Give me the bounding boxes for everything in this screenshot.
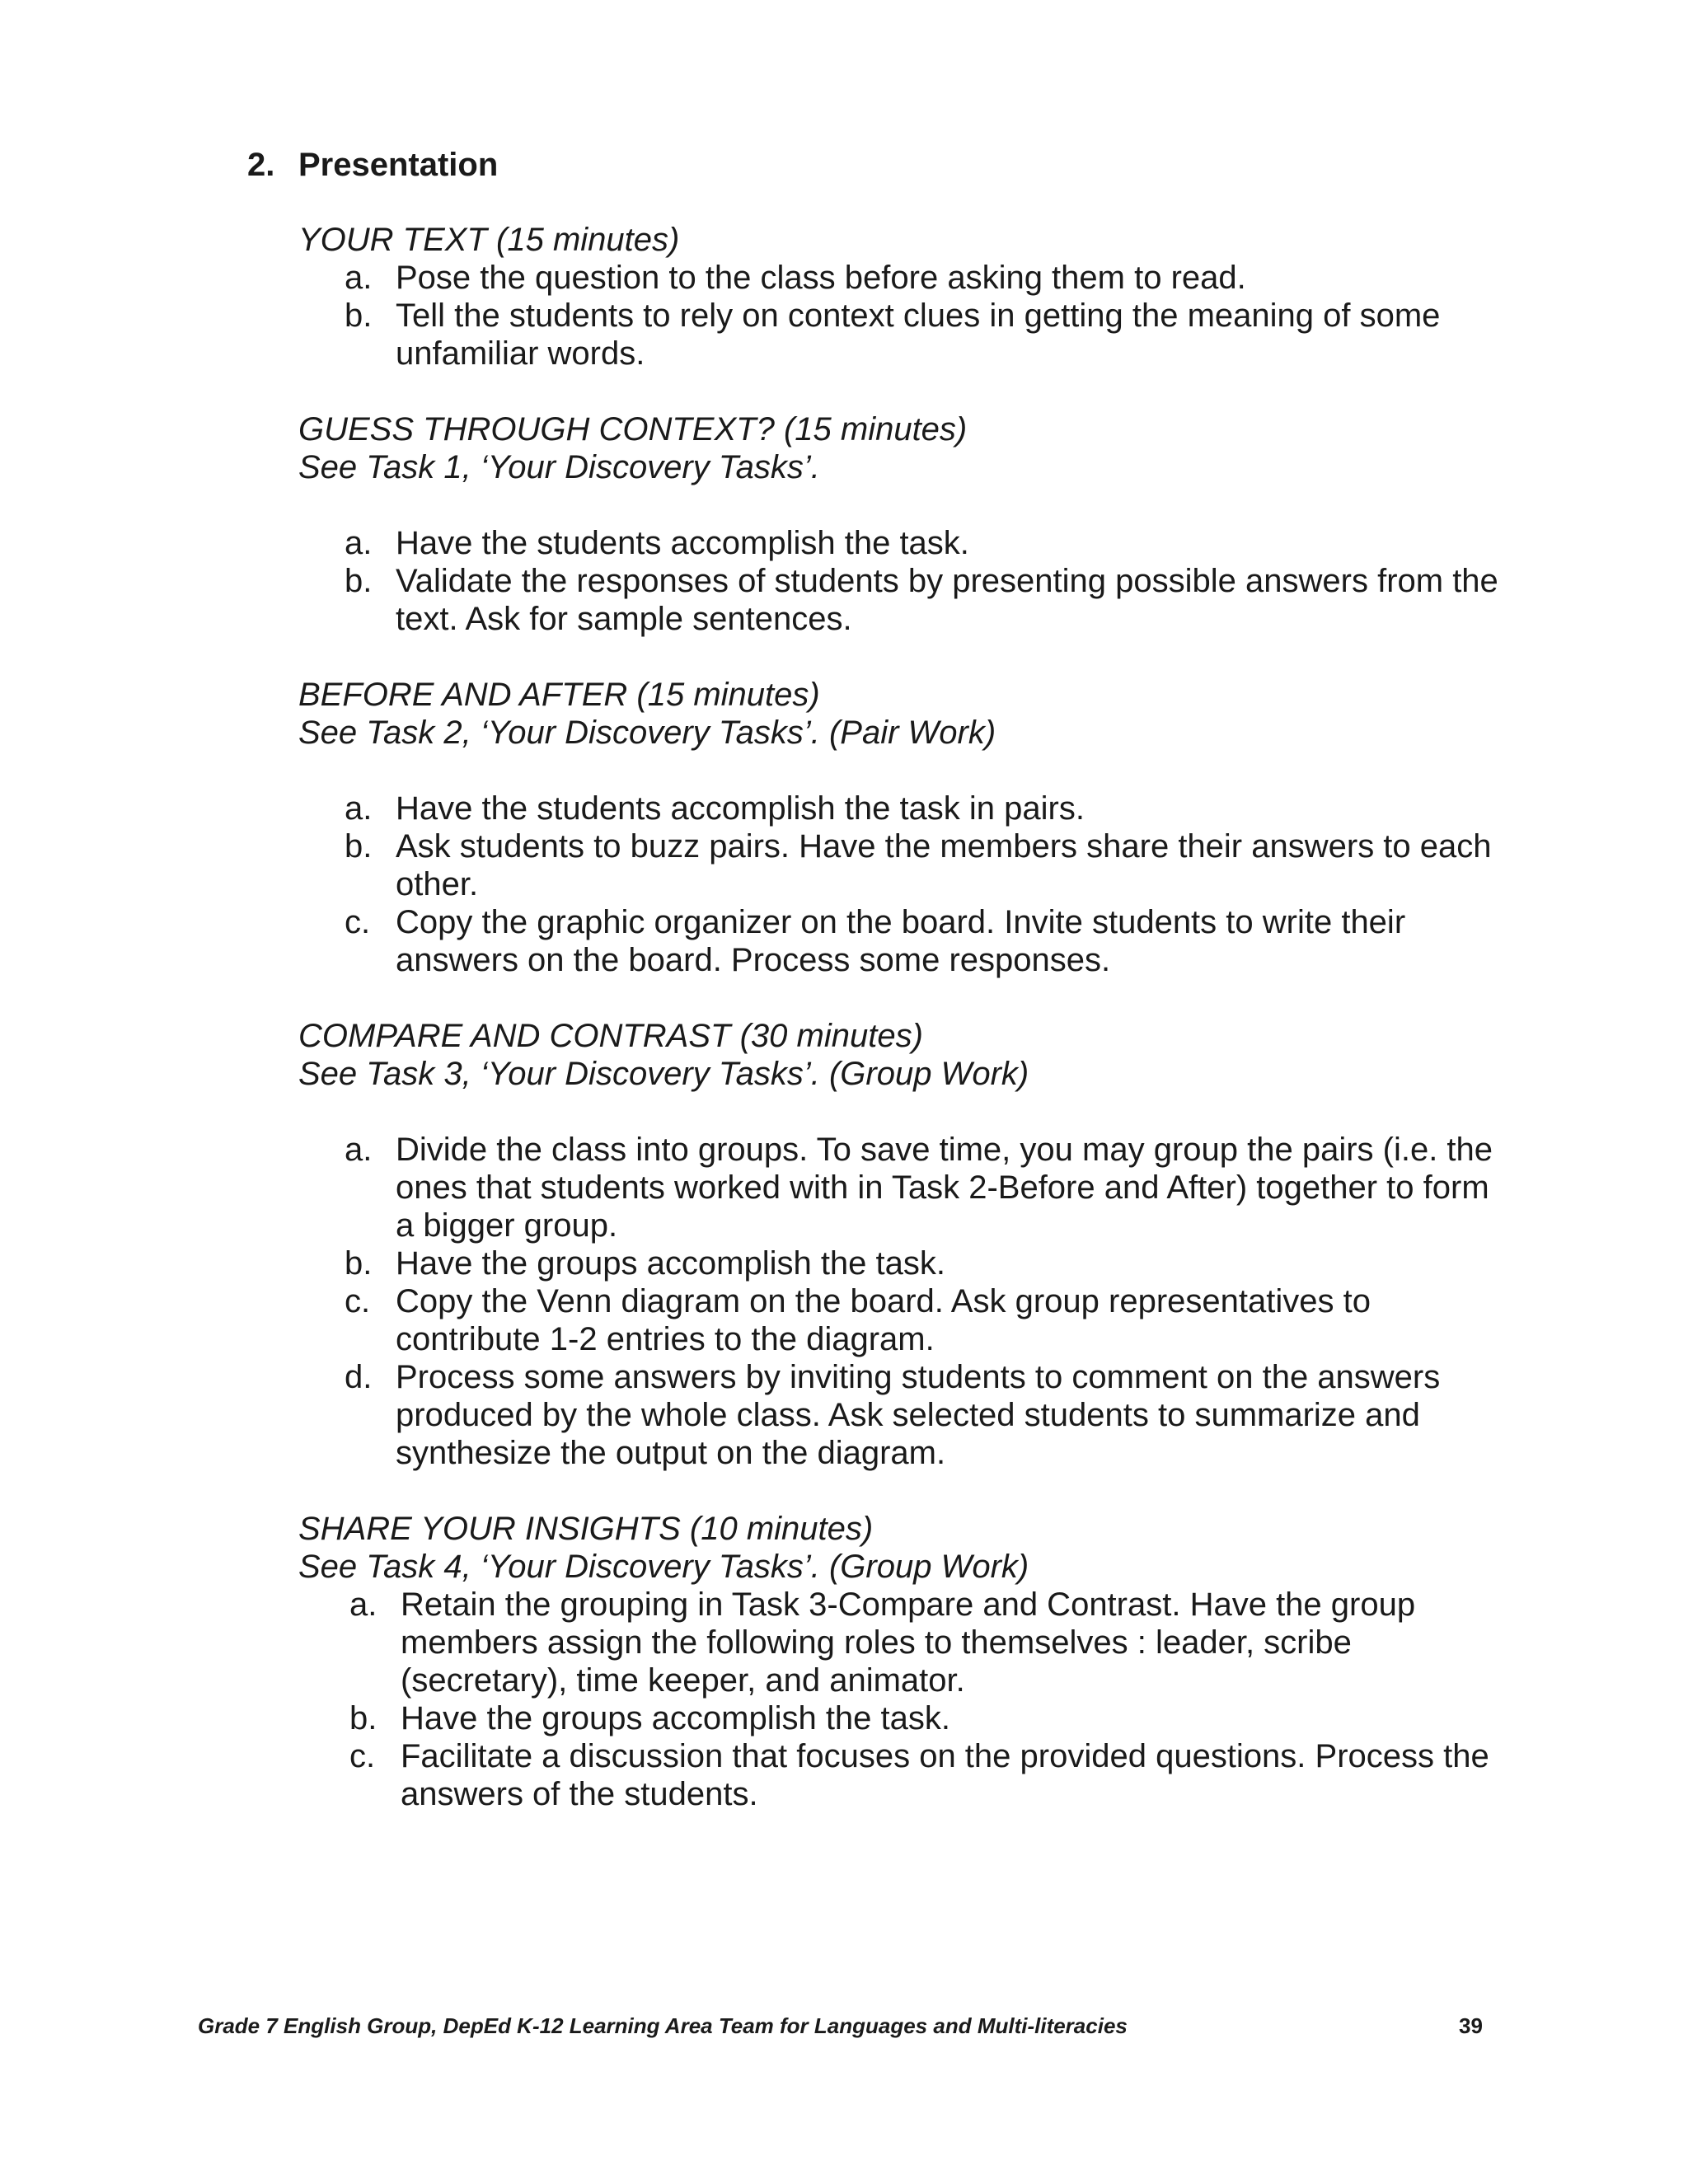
lesson-section-guess-through-context — [298, 410, 1502, 638]
heading-number: 2. — [247, 147, 275, 183]
list-item — [298, 827, 1502, 903]
lesson-body — [298, 221, 1502, 1813]
list-marker: b. — [349, 1700, 377, 1736]
list-item-text: Copy the Venn diagram on the board. Ask group representatives to contribute 1-2 entries to the diagram. — [396, 1283, 1371, 1357]
list-item-text: Validate the responses of students by presenting possible answers from the text. Ask for sample sentences. — [396, 563, 1498, 637]
list-item-text: Copy the graphic organizer on the board. Invite students to write their answers on the board. Process some responses. — [396, 904, 1406, 978]
list-item — [298, 1244, 1502, 1282]
list-item-text: Tell the students to rely on context clues in getting the meaning of some unfamiliar words. — [396, 298, 1441, 372]
section-title: BEFORE AND AFTER (15 minutes) — [298, 677, 820, 713]
list-item — [298, 1282, 1502, 1358]
step-list — [298, 790, 1502, 979]
section-subtitle: See Task 4, ‘Your Discovery Tasks’. (Group Work) — [298, 1549, 1029, 1585]
section-subtitle: See Task 2, ‘Your Discovery Tasks’. (Pair Work) — [298, 715, 996, 751]
step-list — [298, 1586, 1502, 1813]
list-marker: a. — [345, 260, 373, 296]
list-item — [298, 1586, 1502, 1699]
section-title: COMPARE AND CONTRAST (30 minutes) — [298, 1018, 923, 1054]
list-item — [298, 1699, 1502, 1737]
page-number: 39 — [1459, 2013, 1483, 2038]
section-subtitle: See Task 1, ‘Your Discovery Tasks’. — [298, 449, 820, 485]
list-item-text: Retain the grouping in Task 3-Compare and Contrast. Have the group members assign the following roles to themselves : leader, scribe (secretary), time keeper, and animator. — [401, 1586, 1416, 1699]
list-item-text: Have the groups accomplish the task. — [396, 1245, 946, 1282]
step-list — [298, 524, 1502, 638]
section-heading — [247, 145, 498, 185]
list-item-text: Ask students to buzz pairs. Have the members share their answers to each other. — [396, 828, 1492, 902]
list-marker: a. — [345, 790, 373, 827]
list-marker: b. — [345, 828, 373, 865]
list-item-text: Have the groups accomplish the task. — [401, 1700, 951, 1736]
list-item — [298, 259, 1502, 297]
step-list — [298, 259, 1502, 373]
list-item-text: Divide the class into groups. To save time, you may group the pairs (i.e. the ones that students worked with in Task 2-Before and After) together to form a bigger group. — [396, 1132, 1493, 1244]
section-title: SHARE YOUR INSIGHTS (10 minutes) — [298, 1511, 874, 1547]
section-title: GUESS THROUGH CONTEXT? (15 minutes) — [298, 411, 968, 448]
list-item — [298, 297, 1502, 373]
list-item — [298, 562, 1502, 638]
lesson-section-your-text — [298, 221, 1502, 373]
list-marker: b. — [345, 298, 373, 334]
list-item-text: Facilitate a discussion that focuses on the provided questions. Process the answers of the students. — [401, 1738, 1489, 1812]
list-item-text: Process some answers by inviting students to comment on the answers produced by the whole class. Ask selected students to summarize and synthesize the output on the diagram. — [396, 1359, 1441, 1471]
list-marker: c. — [345, 1283, 371, 1319]
footer-credit: Grade 7 English Group, DepEd K-12 Learning Area Team for Languages and Multi-literacies — [198, 2013, 1128, 2038]
lesson-section-compare-and-contrast — [298, 1017, 1502, 1472]
list-item-text: Have the students accomplish the task in pairs. — [396, 790, 1085, 827]
list-item — [298, 790, 1502, 827]
list-marker: b. — [345, 563, 373, 599]
lesson-section-before-and-after — [298, 676, 1502, 979]
list-marker: c. — [349, 1738, 376, 1774]
list-marker: c. — [345, 904, 371, 940]
list-marker: a. — [345, 525, 373, 561]
list-item-text: Pose the question to the class before asking them to read. — [396, 260, 1246, 296]
list-marker: b. — [345, 1245, 373, 1282]
list-item — [298, 524, 1502, 562]
section-subtitle: See Task 3, ‘Your Discovery Tasks’. (Group Work) — [298, 1056, 1029, 1092]
lesson-section-share-your-insights — [298, 1510, 1502, 1813]
list-item — [298, 1131, 1502, 1244]
section-title: YOUR TEXT (15 minutes) — [298, 222, 680, 258]
list-marker: d. — [345, 1359, 373, 1395]
list-item-text: Have the students accomplish the task. — [396, 525, 969, 561]
heading-title: Presentation — [298, 147, 499, 183]
list-item — [298, 903, 1502, 979]
list-item — [298, 1737, 1502, 1813]
list-marker: a. — [345, 1132, 373, 1168]
step-list — [298, 1131, 1502, 1472]
list-item — [298, 1358, 1502, 1472]
list-marker: a. — [349, 1586, 377, 1623]
